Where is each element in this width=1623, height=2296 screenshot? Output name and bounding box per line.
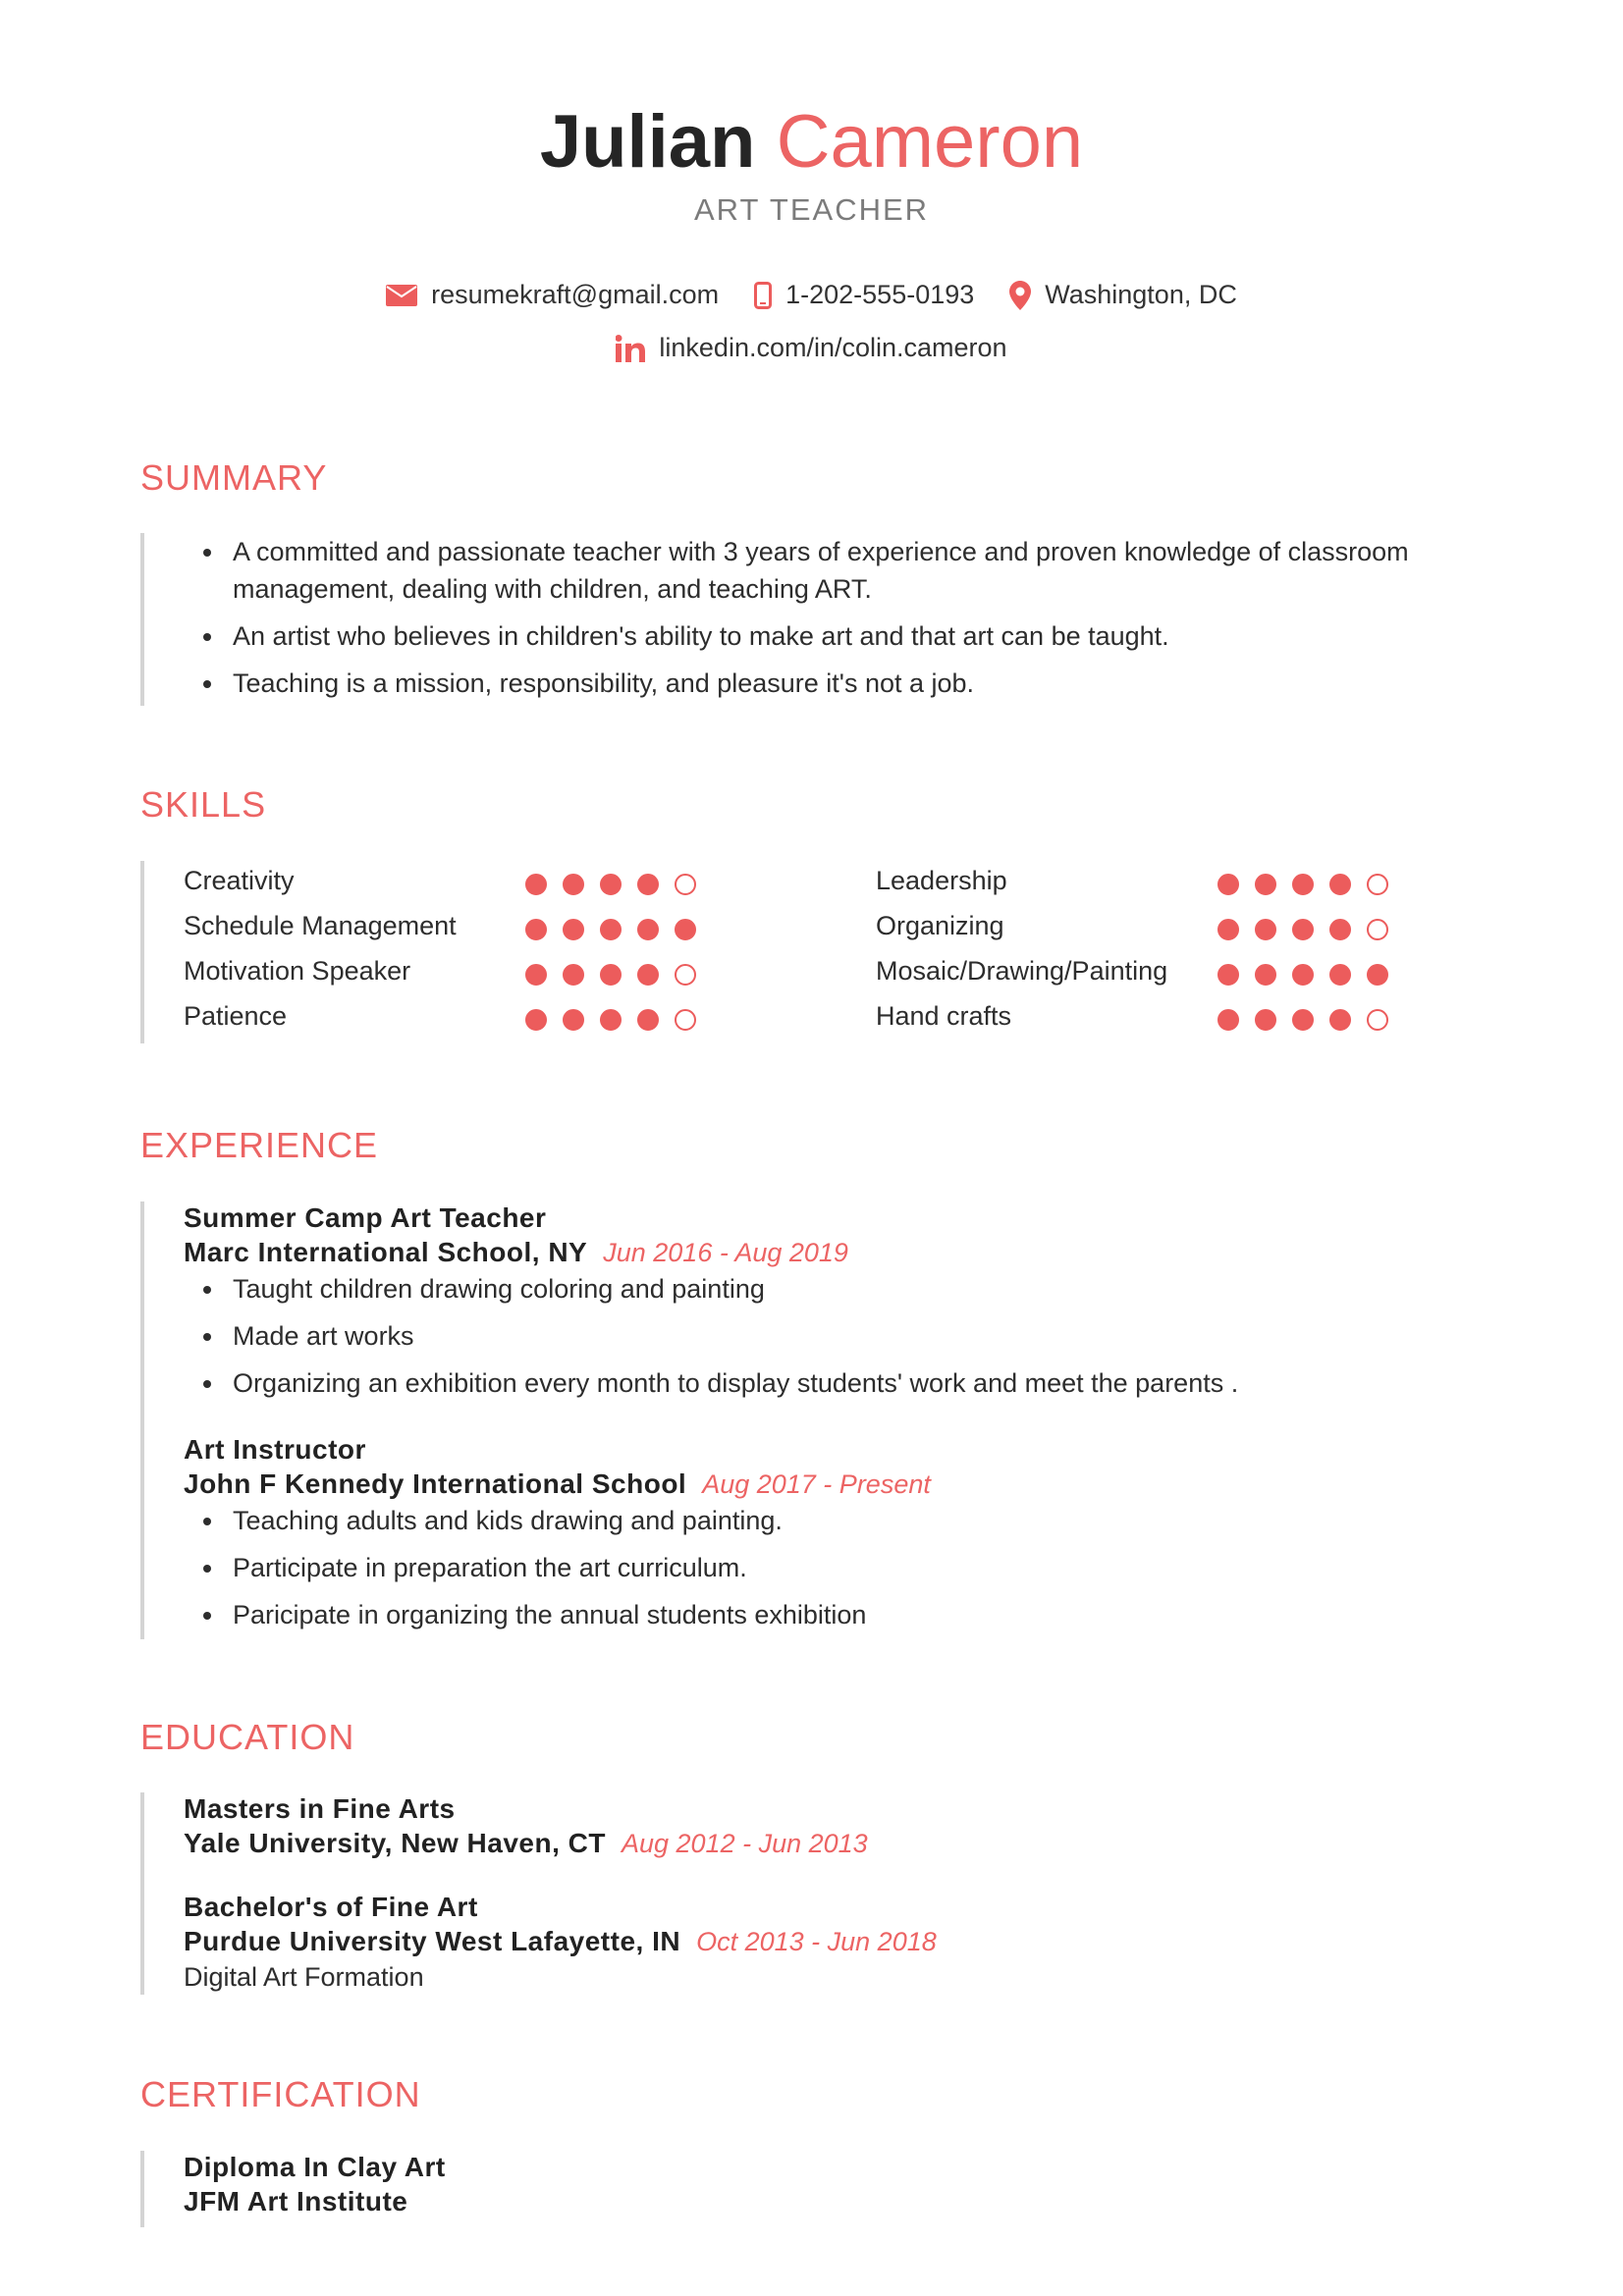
- bullet-dot: [203, 680, 211, 688]
- education-heading: EDUCATION: [140, 1717, 355, 1757]
- education-section: [140, 1792, 1450, 1995]
- job-org-line: [184, 1235, 1440, 1270]
- skill-rating: [525, 1000, 712, 1040]
- rating-dot-filled: [1217, 919, 1239, 940]
- duty-text: Made art works: [233, 1321, 414, 1351]
- duty-item: [184, 1502, 1440, 1539]
- bullet-dot: [203, 1380, 211, 1388]
- duty-text: Taught children drawing coloring and painting: [233, 1274, 765, 1304]
- rating-dot-filled: [563, 1009, 584, 1031]
- education-date: Aug 2012 - Jun 2013: [621, 1829, 868, 1858]
- school: Yale University, New Haven, CT: [184, 1828, 606, 1858]
- contact-row: [0, 280, 1623, 310]
- summary-item: [144, 617, 1450, 655]
- linkedin-icon: [616, 335, 645, 362]
- rating-dot-filled: [600, 874, 622, 895]
- first-name: Julian: [539, 100, 756, 184]
- rating-dot-filled: [675, 919, 696, 940]
- skill-rating: [525, 910, 712, 949]
- bullet-dot: [203, 1286, 211, 1294]
- rating-dot-filled: [525, 1009, 547, 1031]
- certification-heading: CERTIFICATION: [140, 2074, 421, 2114]
- rating-dot-empty: [1367, 919, 1388, 940]
- summary-item: [144, 665, 1450, 702]
- rating-dot-filled: [1255, 1009, 1276, 1031]
- summary-text: An artist who believes in children's ability to make art and that art can be taught.: [233, 621, 1169, 651]
- skill-rating: [525, 865, 712, 904]
- certification-section: [140, 2151, 1450, 2227]
- rating-dot-filled: [525, 964, 547, 986]
- skill-name: Hand crafts: [876, 1000, 1012, 1031]
- education-entry: [184, 1891, 1440, 1995]
- envelope-icon: [386, 285, 417, 306]
- skill-rating: [1217, 955, 1404, 994]
- experience-entry: [184, 1433, 1440, 1643]
- rating-dot-filled: [563, 874, 584, 895]
- school-line: [184, 1924, 1440, 1959]
- skill-name: Leadership: [876, 865, 1007, 895]
- rating-dot-filled: [1217, 964, 1239, 986]
- school-line: [184, 1826, 1440, 1861]
- certification-entry: [184, 2151, 1440, 2219]
- rating-dot-filled: [637, 1009, 659, 1031]
- duty-text: Teaching adults and kids drawing and painting.: [233, 1506, 783, 1535]
- school: Purdue University West Lafayette, IN: [184, 1926, 681, 1956]
- job-role: Summer Camp Art Teacher: [184, 1202, 547, 1233]
- experience-section: [140, 1201, 1450, 1639]
- rating-dot-filled: [1292, 874, 1314, 895]
- skill-name: Organizing: [876, 910, 1004, 940]
- rating-dot-filled: [1329, 919, 1351, 940]
- job-role: Art Instructor: [184, 1434, 366, 1465]
- rating-dot-filled: [525, 874, 547, 895]
- skill-name: Creativity: [184, 865, 295, 895]
- contact-linkedin[interactable]: [616, 333, 1006, 363]
- rating-dot-empty: [1367, 1009, 1388, 1031]
- rating-dot-filled: [600, 1009, 622, 1031]
- job-date: Aug 2017 - Present: [702, 1469, 931, 1499]
- skill-row: [876, 906, 1004, 945]
- phone-text: 1-202-555-0193: [785, 280, 975, 309]
- job-org: John F Kennedy International School: [184, 1468, 687, 1499]
- bullet-dot: [203, 1333, 211, 1341]
- summary-text: A committed and passionate teacher with 3 years of experience and proven knowledge of classroom management, dealing with children, and teaching ART.: [233, 537, 1409, 604]
- degree: Masters in Fine Arts: [184, 1793, 456, 1824]
- skill-rating: [1217, 1000, 1404, 1040]
- certificate-org: JFM Art Institute: [184, 2186, 408, 2216]
- rating-dot-filled: [1217, 874, 1239, 895]
- rating-dot-empty: [1367, 874, 1388, 895]
- duty-item: [184, 1364, 1440, 1402]
- rating-dot-filled: [563, 919, 584, 940]
- duty-item: [184, 1270, 1440, 1308]
- degree: Bachelor's of Fine Art: [184, 1892, 478, 1922]
- skill-row: [876, 861, 1007, 900]
- contact-phone[interactable]: [754, 280, 974, 310]
- skill-name: Schedule Management: [184, 910, 457, 940]
- last-name: Cameron: [776, 100, 1084, 184]
- education-detail: Digital Art Formation: [184, 1962, 424, 1992]
- skill-name: Mosaic/Drawing/Painting: [876, 955, 1168, 986]
- job-title: ART TEACHER: [693, 192, 930, 227]
- experience-entry: [184, 1201, 1440, 1412]
- duty-item: [184, 1549, 1440, 1586]
- duty-text: Paricipate in organizing the annual students exhibition: [233, 1600, 867, 1629]
- job-org: Marc International School, NY: [184, 1237, 588, 1267]
- rating-dot-filled: [637, 874, 659, 895]
- rating-dot-filled: [1292, 964, 1314, 986]
- phone-icon: [754, 282, 772, 309]
- summary-list: [144, 533, 1450, 702]
- rating-dot-filled: [563, 964, 584, 986]
- duty-item: [184, 1596, 1440, 1633]
- candidate-name: [0, 98, 1623, 187]
- skill-row: [876, 996, 1011, 1036]
- skill-row: [184, 906, 457, 945]
- rating-dot-filled: [1329, 964, 1351, 986]
- rating-dot-filled: [1255, 964, 1276, 986]
- duty-item: [184, 1317, 1440, 1355]
- skills-heading: SKILLS: [140, 784, 267, 825]
- job-duties: [184, 1502, 1440, 1633]
- rating-dot-empty: [675, 1009, 696, 1031]
- skill-rating: [1217, 910, 1404, 949]
- skill-row: [184, 861, 295, 900]
- rating-dot-empty: [675, 874, 696, 895]
- rating-dot-filled: [1217, 1009, 1239, 1031]
- skill-row: [876, 951, 1167, 990]
- contact-row-linkedin: [0, 333, 1623, 363]
- skill-rating: [1217, 865, 1404, 904]
- experience-heading: EXPERIENCE: [140, 1125, 379, 1165]
- bullet-dot: [203, 633, 211, 641]
- contact-email[interactable]: [386, 280, 719, 310]
- skill-rating: [525, 955, 712, 994]
- summary-section: [140, 533, 1450, 706]
- bullet-dot: [203, 549, 211, 557]
- rating-dot-empty: [675, 964, 696, 986]
- summary-item: [144, 533, 1450, 608]
- skill-name: Motivation Speaker: [184, 955, 411, 986]
- rating-dot-filled: [637, 919, 659, 940]
- rating-dot-filled: [1255, 919, 1276, 940]
- rating-dot-filled: [637, 964, 659, 986]
- skill-row: [184, 996, 287, 1036]
- email-text: resumekraft@gmail.com: [431, 280, 720, 309]
- job-org-line: [184, 1467, 1440, 1502]
- rating-dot-filled: [1367, 964, 1388, 986]
- bullet-dot: [203, 1565, 211, 1573]
- rating-dot-filled: [1329, 1009, 1351, 1031]
- bullet-dot: [203, 1612, 211, 1620]
- skill-name: Patience: [184, 1000, 288, 1031]
- duty-text: Organizing an exhibition every month to display students' work and meet the parents .: [233, 1368, 1239, 1398]
- contact-location: [1009, 280, 1237, 310]
- summary-heading: SUMMARY: [140, 457, 328, 498]
- bullet-dot: [203, 1518, 211, 1525]
- certificate-name: Diploma In Clay Art: [184, 2152, 446, 2182]
- rating-dot-filled: [600, 964, 622, 986]
- job-duties: [184, 1270, 1440, 1402]
- job-date: Jun 2016 - Aug 2019: [603, 1238, 848, 1267]
- rating-dot-filled: [1255, 874, 1276, 895]
- map-pin-icon: [1009, 281, 1031, 310]
- education-entry: [184, 1792, 1440, 1861]
- rating-dot-filled: [1292, 919, 1314, 940]
- rating-dot-filled: [1329, 874, 1351, 895]
- education-date: Oct 2013 - Jun 2018: [696, 1927, 937, 1956]
- rating-dot-filled: [1292, 1009, 1314, 1031]
- rating-dot-filled: [600, 919, 622, 940]
- location-text: Washington, DC: [1045, 280, 1237, 309]
- rating-dot-filled: [525, 919, 547, 940]
- skill-row: [184, 951, 410, 990]
- duty-text: Participate in preparation the art curriculum.: [233, 1553, 747, 1582]
- linkedin-text: linkedin.com/in/colin.cameron: [659, 333, 1007, 362]
- skills-section: [140, 861, 1421, 1043]
- summary-text: Teaching is a mission, responsibility, and pleasure it's not a job.: [233, 668, 975, 698]
